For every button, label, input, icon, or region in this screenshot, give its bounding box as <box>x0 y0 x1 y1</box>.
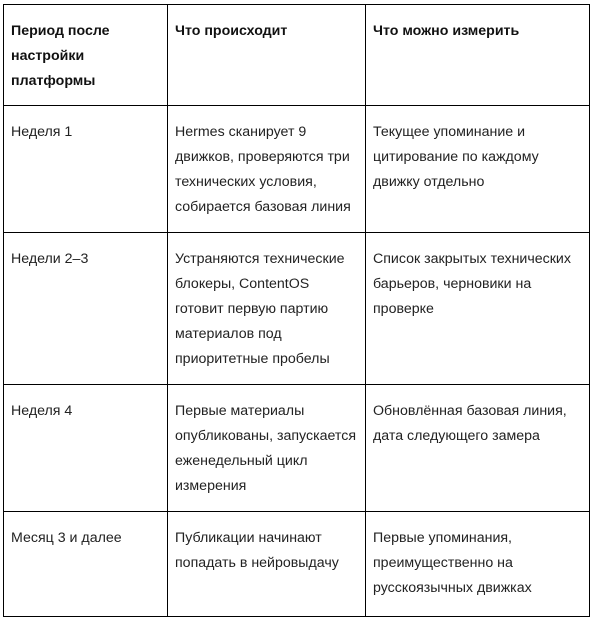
timeline-table-container <box>3 4 589 617</box>
cell-what-happens: Hermes сканирует 9 движков, проверяются три технических условия, собирается базовая линия <box>168 106 366 233</box>
table-row <box>4 385 590 512</box>
cell-what-can-be-measured: Обновлённая базовая линия, дата следующего замера <box>366 385 590 512</box>
cell-what-happens: Устраняются технические блокеры, ContentOS готовит первую партию материалов под приоритетные пробелы <box>168 233 366 385</box>
cell-what-can-be-measured: Текущее упоминание и цитирование по каждому движку отдельно <box>366 106 590 233</box>
cell-period: Месяц 3 и далее <box>4 512 168 617</box>
cell-period: Неделя 1 <box>4 106 168 233</box>
table-row <box>4 233 590 385</box>
timeline-table <box>3 4 590 617</box>
cell-period: Недели 2–3 <box>4 233 168 385</box>
cell-what-can-be-measured: Первые упоминания, преимущественно на русскоязычных движках <box>366 512 590 617</box>
cell-what-happens: Публикации начинают попадать в нейровыдачу <box>168 512 366 617</box>
table-header-row <box>4 5 590 106</box>
table-row <box>4 512 590 617</box>
header-period: Период после настройки платформы <box>4 5 168 106</box>
header-what-happens: Что происходит <box>168 5 366 106</box>
table-row <box>4 106 590 233</box>
header-what-can-be-measured: Что можно измерить <box>366 5 590 106</box>
cell-what-can-be-measured: Список закрытых технических барьеров, черновики на проверке <box>366 233 590 385</box>
cell-period: Неделя 4 <box>4 385 168 512</box>
cell-what-happens: Первые материалы опубликованы, запускается еженедельный цикл измерения <box>168 385 366 512</box>
